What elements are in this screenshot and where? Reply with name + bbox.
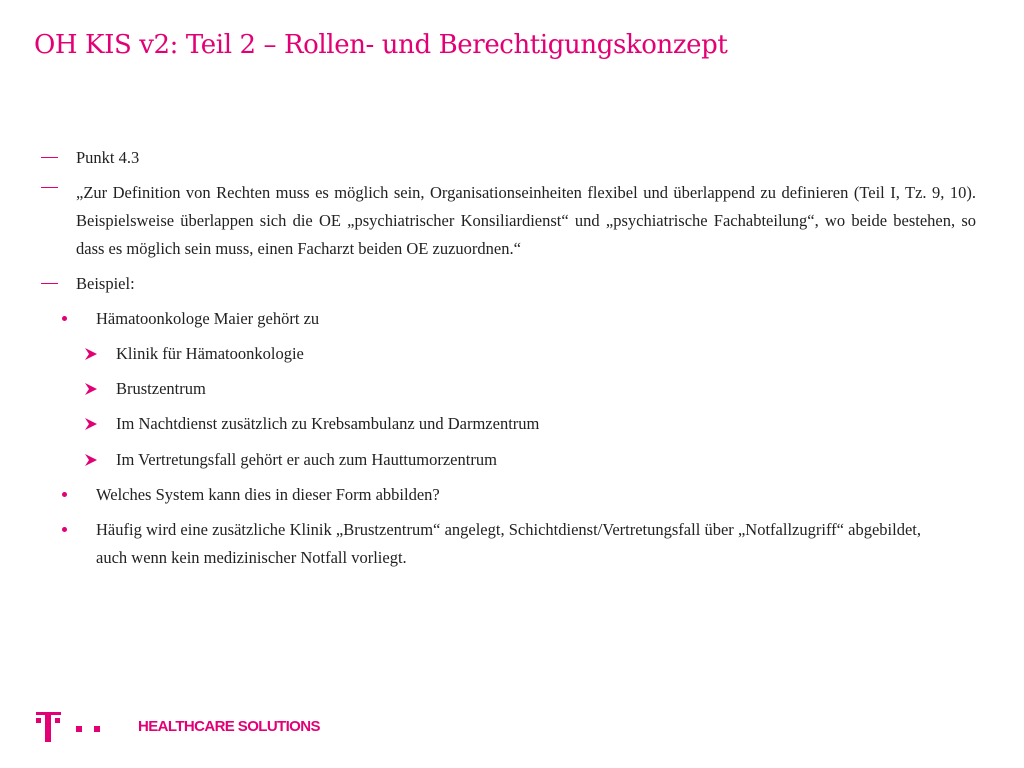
sub-item: Brustzentrum [116,379,206,398]
quote-paragraph: „Zur Definition von Rechten muss es möglich sein, Organisationseinheiten flexibel und überlappend zu definieren (Teil I, Tz. 9, 10). Beispielsweise überlappen sich die OE „psychiatrischer Konsiliardienst“ und „psychiatrische Fachabteilung“, wo beide bestehen, so dass es möglich sein muss, einen Facharzt beiden OE zuzuordnen.“ [76,183,976,258]
arrow-bullet-icon [84,347,98,361]
dot-bullet-icon [62,316,67,321]
footer-brand-label: HEALTHCARE SOLUTIONS [138,718,320,735]
bullet-item: Welches System kann dies in dieser Form abbilden? [96,485,440,504]
dot-bullet-icon [62,492,67,497]
point-label: Punkt 4.3 [76,148,140,167]
dot-bullet-icon [62,527,67,532]
sub-item: Im Nachtdienst zusätzlich zu Krebsambulanz und Darmzentrum [116,414,540,433]
dash-bullet-icon [41,187,58,188]
dash-bullet-icon [41,157,58,158]
arrow-bullet-icon [84,417,98,431]
bullet-item: Hämatoonkologe Maier gehört zu [96,309,320,328]
arrow-bullet-icon [84,382,98,396]
sub-item: Im Vertretungsfall gehört er auch zum Hauttumorzentrum [116,450,497,469]
telekom-t-logo-icon [34,708,106,744]
arrow-bullet-icon [84,453,98,467]
example-label: Beispiel: [76,274,135,293]
bullet-item: Häufig wird eine zusätzliche Klinik „Brustzentrum“ angelegt, Schichtdienst/Vertretungsfall über „Notfallzugriff“ abgebildet, auch wenn kein medizinischer Notfall vorliegt. [96,520,921,567]
slide-title: OH KIS v2: Teil 2 – Rollen- und Berechtigungskonzept [34,30,728,60]
sub-item: Klinik für Hämatoonkologie [116,344,304,363]
dash-bullet-icon [41,283,58,284]
